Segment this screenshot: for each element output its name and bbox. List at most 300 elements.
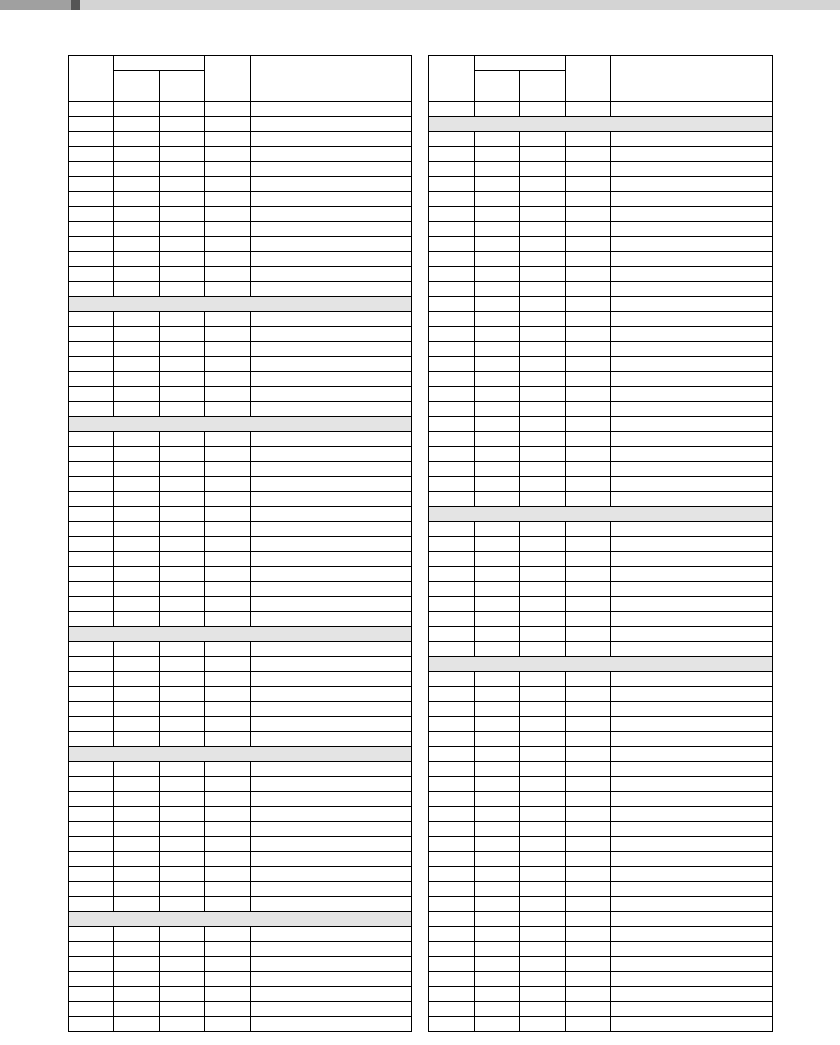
table-row bbox=[429, 777, 773, 792]
table-cell bbox=[251, 567, 412, 582]
table-cell bbox=[251, 792, 412, 807]
table-cell bbox=[69, 237, 114, 252]
table-cell bbox=[520, 282, 566, 297]
table-cell bbox=[114, 132, 160, 147]
table-cell bbox=[69, 642, 114, 657]
table-row bbox=[69, 837, 412, 852]
table-cell bbox=[251, 702, 412, 717]
table-cell bbox=[566, 792, 611, 807]
table-cell bbox=[251, 177, 412, 192]
table-cell bbox=[429, 327, 475, 342]
table-cell bbox=[520, 852, 566, 867]
table-cell bbox=[251, 207, 412, 222]
table-cell bbox=[520, 777, 566, 792]
table-cell bbox=[475, 132, 520, 147]
table-cell bbox=[114, 387, 160, 402]
table-row bbox=[69, 882, 412, 897]
header-col-1 bbox=[429, 56, 475, 102]
table-cell bbox=[611, 297, 773, 312]
table-cell bbox=[520, 837, 566, 852]
section-header-cell bbox=[429, 117, 773, 132]
table-cell bbox=[69, 387, 114, 402]
table-cell bbox=[69, 537, 114, 552]
table-row bbox=[429, 177, 773, 192]
table-row bbox=[69, 357, 412, 372]
table-cell bbox=[251, 672, 412, 687]
table-cell bbox=[205, 657, 251, 672]
table-cell bbox=[611, 987, 773, 1002]
table-cell bbox=[160, 987, 205, 1002]
table-cell bbox=[205, 927, 251, 942]
table-cell bbox=[520, 327, 566, 342]
table-cell bbox=[205, 477, 251, 492]
table-cell bbox=[475, 777, 520, 792]
table-row bbox=[429, 627, 773, 642]
table-cell bbox=[429, 552, 475, 567]
table-cell bbox=[160, 162, 205, 177]
table-row bbox=[69, 462, 412, 477]
table-cell bbox=[429, 822, 475, 837]
table-cell bbox=[114, 927, 160, 942]
table-cell bbox=[69, 822, 114, 837]
table-cell bbox=[611, 762, 773, 777]
table-cell bbox=[69, 897, 114, 912]
table-cell bbox=[429, 687, 475, 702]
table-row bbox=[429, 972, 773, 987]
table-cell bbox=[566, 822, 611, 837]
table-cell bbox=[566, 987, 611, 1002]
table-cell bbox=[611, 447, 773, 462]
table-cell bbox=[114, 162, 160, 177]
table-cell bbox=[69, 357, 114, 372]
table-cell bbox=[251, 642, 412, 657]
table-cell bbox=[205, 177, 251, 192]
table-cell bbox=[69, 972, 114, 987]
table-cell bbox=[566, 462, 611, 477]
table-cell bbox=[160, 582, 205, 597]
table-cell bbox=[160, 207, 205, 222]
table-row bbox=[69, 972, 412, 987]
table-cell bbox=[611, 177, 773, 192]
table-cell bbox=[566, 162, 611, 177]
table-cell bbox=[429, 972, 475, 987]
table-cell bbox=[205, 582, 251, 597]
table-row bbox=[69, 897, 412, 912]
table-row bbox=[429, 1002, 773, 1017]
section-header-row bbox=[429, 507, 773, 522]
header-group bbox=[114, 56, 205, 71]
table-cell bbox=[475, 702, 520, 717]
table-cell bbox=[429, 282, 475, 297]
table-cell bbox=[611, 492, 773, 507]
table-cell bbox=[566, 312, 611, 327]
table-cell bbox=[475, 942, 520, 957]
table-row bbox=[429, 852, 773, 867]
table-cell bbox=[429, 207, 475, 222]
section-header-row bbox=[69, 627, 412, 642]
table-cell bbox=[429, 672, 475, 687]
table-cell bbox=[160, 147, 205, 162]
table-cell bbox=[566, 762, 611, 777]
table-cell bbox=[69, 282, 114, 297]
table-cell bbox=[69, 192, 114, 207]
table-row bbox=[69, 942, 412, 957]
table-cell bbox=[251, 582, 412, 597]
table-cell bbox=[611, 612, 773, 627]
table-cell bbox=[160, 327, 205, 342]
table-cell bbox=[429, 312, 475, 327]
table-cell bbox=[475, 852, 520, 867]
table-row bbox=[69, 792, 412, 807]
table-cell bbox=[475, 822, 520, 837]
table-row bbox=[429, 222, 773, 237]
table-cell bbox=[205, 957, 251, 972]
table-cell bbox=[160, 1002, 205, 1017]
table-cell bbox=[251, 372, 412, 387]
table-row bbox=[429, 432, 773, 447]
table-cell bbox=[160, 837, 205, 852]
table-cell bbox=[611, 192, 773, 207]
table-cell bbox=[251, 432, 412, 447]
table-cell bbox=[520, 417, 566, 432]
table-cell bbox=[205, 897, 251, 912]
table-cell bbox=[205, 717, 251, 732]
table-row bbox=[429, 687, 773, 702]
table-cell bbox=[114, 1017, 160, 1032]
table-cell bbox=[429, 702, 475, 717]
table-cell bbox=[520, 702, 566, 717]
table-cell bbox=[475, 492, 520, 507]
table-row bbox=[69, 927, 412, 942]
table-cell bbox=[205, 987, 251, 1002]
table-cell bbox=[69, 432, 114, 447]
table-cell bbox=[114, 762, 160, 777]
table-cell bbox=[611, 867, 773, 882]
table-cell bbox=[520, 372, 566, 387]
table-left bbox=[68, 55, 412, 1032]
table-cell bbox=[69, 132, 114, 147]
table-cell bbox=[69, 597, 114, 612]
table-row bbox=[69, 207, 412, 222]
table-cell bbox=[611, 132, 773, 147]
table-cell bbox=[251, 192, 412, 207]
table-row bbox=[429, 1017, 773, 1032]
table-cell bbox=[611, 387, 773, 402]
table-cell bbox=[566, 807, 611, 822]
table-cell bbox=[69, 522, 114, 537]
table-cell bbox=[205, 822, 251, 837]
table-row bbox=[429, 747, 773, 762]
table-cell bbox=[475, 837, 520, 852]
table-cell bbox=[251, 612, 412, 627]
table-cell bbox=[251, 657, 412, 672]
table-cell bbox=[566, 477, 611, 492]
table-cell bbox=[611, 207, 773, 222]
table-cell bbox=[69, 342, 114, 357]
table-cell bbox=[429, 447, 475, 462]
table-cell bbox=[611, 312, 773, 327]
table-cell bbox=[611, 252, 773, 267]
table-cell bbox=[251, 807, 412, 822]
header-col-2 bbox=[114, 71, 160, 102]
table-cell bbox=[566, 132, 611, 147]
table-cell bbox=[429, 297, 475, 312]
table-cell bbox=[160, 402, 205, 417]
table-cell bbox=[520, 612, 566, 627]
table-cell bbox=[205, 357, 251, 372]
table-cell bbox=[114, 357, 160, 372]
table-cell bbox=[566, 777, 611, 792]
table-cell bbox=[611, 417, 773, 432]
table-cell bbox=[566, 447, 611, 462]
table-cell bbox=[205, 492, 251, 507]
table-cell bbox=[251, 897, 412, 912]
table-row bbox=[429, 162, 773, 177]
table-cell bbox=[69, 207, 114, 222]
table-cell bbox=[160, 897, 205, 912]
table-cell bbox=[205, 312, 251, 327]
table-cell bbox=[114, 372, 160, 387]
table-cell bbox=[251, 597, 412, 612]
table-cell bbox=[69, 492, 114, 507]
top-header-bar bbox=[0, 0, 840, 10]
table-cell bbox=[114, 867, 160, 882]
table-cell bbox=[520, 357, 566, 372]
table-cell bbox=[205, 807, 251, 822]
table-cell bbox=[429, 717, 475, 732]
table-cell bbox=[475, 582, 520, 597]
table-cell bbox=[114, 597, 160, 612]
table-cell bbox=[114, 477, 160, 492]
header-col-4 bbox=[566, 56, 611, 102]
table-cell bbox=[251, 687, 412, 702]
table-cell bbox=[611, 267, 773, 282]
table-row bbox=[429, 252, 773, 267]
table-cell bbox=[205, 222, 251, 237]
table-cell bbox=[205, 102, 251, 117]
table-cell bbox=[566, 942, 611, 957]
table-cell bbox=[160, 522, 205, 537]
table-cell bbox=[566, 972, 611, 987]
table-row bbox=[429, 732, 773, 747]
table-cell bbox=[475, 672, 520, 687]
table-cell bbox=[475, 147, 520, 162]
table-cell bbox=[520, 582, 566, 597]
table-cell bbox=[251, 342, 412, 357]
table-cell bbox=[251, 162, 412, 177]
table-cell bbox=[429, 642, 475, 657]
table-cell bbox=[114, 777, 160, 792]
table-cell bbox=[251, 537, 412, 552]
table-cell bbox=[251, 447, 412, 462]
table-cell bbox=[566, 432, 611, 447]
table-row bbox=[429, 612, 773, 627]
table-cell bbox=[566, 612, 611, 627]
table-cell bbox=[114, 612, 160, 627]
table-cell bbox=[160, 792, 205, 807]
section-header-row bbox=[69, 417, 412, 432]
table-cell bbox=[566, 597, 611, 612]
table-cell bbox=[114, 432, 160, 447]
table-cell bbox=[251, 147, 412, 162]
table-cell bbox=[611, 597, 773, 612]
table-cell bbox=[69, 927, 114, 942]
table-cell bbox=[251, 132, 412, 147]
table-cell bbox=[429, 897, 475, 912]
table-cell bbox=[520, 462, 566, 477]
table-cell bbox=[114, 957, 160, 972]
table-row bbox=[429, 957, 773, 972]
table-cell bbox=[205, 687, 251, 702]
table-cell bbox=[114, 837, 160, 852]
table-cell bbox=[251, 957, 412, 972]
table-row bbox=[429, 642, 773, 657]
table-cell bbox=[429, 777, 475, 792]
table-row bbox=[429, 897, 773, 912]
table-cell bbox=[251, 942, 412, 957]
table-cell bbox=[429, 462, 475, 477]
table-cell bbox=[160, 447, 205, 462]
table-cell bbox=[429, 222, 475, 237]
table-cell bbox=[475, 987, 520, 1002]
table-cell bbox=[251, 987, 412, 1002]
table-cell bbox=[520, 567, 566, 582]
table-cell bbox=[160, 762, 205, 777]
table-cell bbox=[205, 792, 251, 807]
table-cell bbox=[611, 162, 773, 177]
table-cell bbox=[611, 537, 773, 552]
table-cell bbox=[251, 477, 412, 492]
table-cell bbox=[205, 867, 251, 882]
table-cell bbox=[160, 822, 205, 837]
table-row bbox=[69, 1002, 412, 1017]
table-cell bbox=[114, 537, 160, 552]
section-header-cell bbox=[69, 297, 412, 312]
table-row bbox=[69, 687, 412, 702]
table-cell bbox=[69, 687, 114, 702]
table-cell bbox=[566, 537, 611, 552]
table-row bbox=[429, 477, 773, 492]
table-cell bbox=[251, 462, 412, 477]
table-cell bbox=[520, 537, 566, 552]
table-cell bbox=[520, 987, 566, 1002]
table-cell bbox=[251, 552, 412, 567]
table-cell bbox=[611, 672, 773, 687]
table-cell bbox=[429, 387, 475, 402]
section-header-cell bbox=[69, 627, 412, 642]
table-cell bbox=[160, 972, 205, 987]
table-cell bbox=[520, 717, 566, 732]
table-cell bbox=[520, 957, 566, 972]
table-cell bbox=[611, 972, 773, 987]
table-cell bbox=[566, 387, 611, 402]
table-cell bbox=[566, 732, 611, 747]
table-cell bbox=[160, 222, 205, 237]
table-cell bbox=[69, 312, 114, 327]
table-cell bbox=[611, 792, 773, 807]
table-cell bbox=[205, 267, 251, 282]
table-cell bbox=[520, 1002, 566, 1017]
table-cell bbox=[611, 567, 773, 582]
table-row bbox=[429, 447, 773, 462]
table-cell bbox=[566, 837, 611, 852]
table-row bbox=[429, 807, 773, 822]
table-row bbox=[69, 567, 412, 582]
table-cell bbox=[205, 387, 251, 402]
header-group bbox=[475, 56, 566, 71]
table-cell bbox=[611, 882, 773, 897]
table-cell bbox=[475, 642, 520, 657]
header-col-3 bbox=[160, 71, 205, 102]
table-row bbox=[69, 582, 412, 597]
table-cell bbox=[114, 942, 160, 957]
table-cell bbox=[566, 207, 611, 222]
table-cell bbox=[429, 867, 475, 882]
table-cell bbox=[429, 417, 475, 432]
table-cell bbox=[429, 357, 475, 372]
table-row bbox=[429, 267, 773, 282]
table-cell bbox=[114, 312, 160, 327]
table-cell bbox=[160, 177, 205, 192]
table-cell bbox=[429, 147, 475, 162]
table-cell bbox=[160, 102, 205, 117]
table-row bbox=[429, 912, 773, 927]
table-cell bbox=[429, 342, 475, 357]
table-cell bbox=[520, 687, 566, 702]
table-cell bbox=[205, 837, 251, 852]
table-cell bbox=[69, 792, 114, 807]
table-cell bbox=[205, 777, 251, 792]
header-col-4 bbox=[205, 56, 251, 102]
table-cell bbox=[205, 342, 251, 357]
table-cell bbox=[520, 237, 566, 252]
table-row bbox=[429, 387, 773, 402]
table-cell bbox=[160, 237, 205, 252]
table-cell bbox=[611, 747, 773, 762]
table-cell bbox=[611, 642, 773, 657]
table-cell bbox=[611, 342, 773, 357]
table-cell bbox=[69, 762, 114, 777]
table-cell bbox=[160, 507, 205, 522]
table-row bbox=[69, 762, 412, 777]
table-cell bbox=[566, 267, 611, 282]
table-row bbox=[69, 237, 412, 252]
table-cell bbox=[205, 162, 251, 177]
table-cell bbox=[251, 777, 412, 792]
table-cell bbox=[429, 957, 475, 972]
table-cell bbox=[475, 762, 520, 777]
table-cell bbox=[251, 762, 412, 777]
table-cell bbox=[160, 687, 205, 702]
table-cell bbox=[69, 177, 114, 192]
table-cell bbox=[520, 162, 566, 177]
table-cell bbox=[251, 507, 412, 522]
table-cell bbox=[475, 567, 520, 582]
table-cell bbox=[566, 522, 611, 537]
table-cell bbox=[114, 507, 160, 522]
table-cell bbox=[475, 327, 520, 342]
table-cell bbox=[566, 582, 611, 597]
table-cell bbox=[69, 162, 114, 177]
table-row bbox=[69, 132, 412, 147]
table-cell bbox=[611, 372, 773, 387]
table-row bbox=[429, 102, 773, 117]
table-cell bbox=[69, 252, 114, 267]
table-right-body bbox=[429, 102, 773, 1032]
table-cell bbox=[475, 972, 520, 987]
table-cell bbox=[611, 837, 773, 852]
table-row bbox=[69, 597, 412, 612]
